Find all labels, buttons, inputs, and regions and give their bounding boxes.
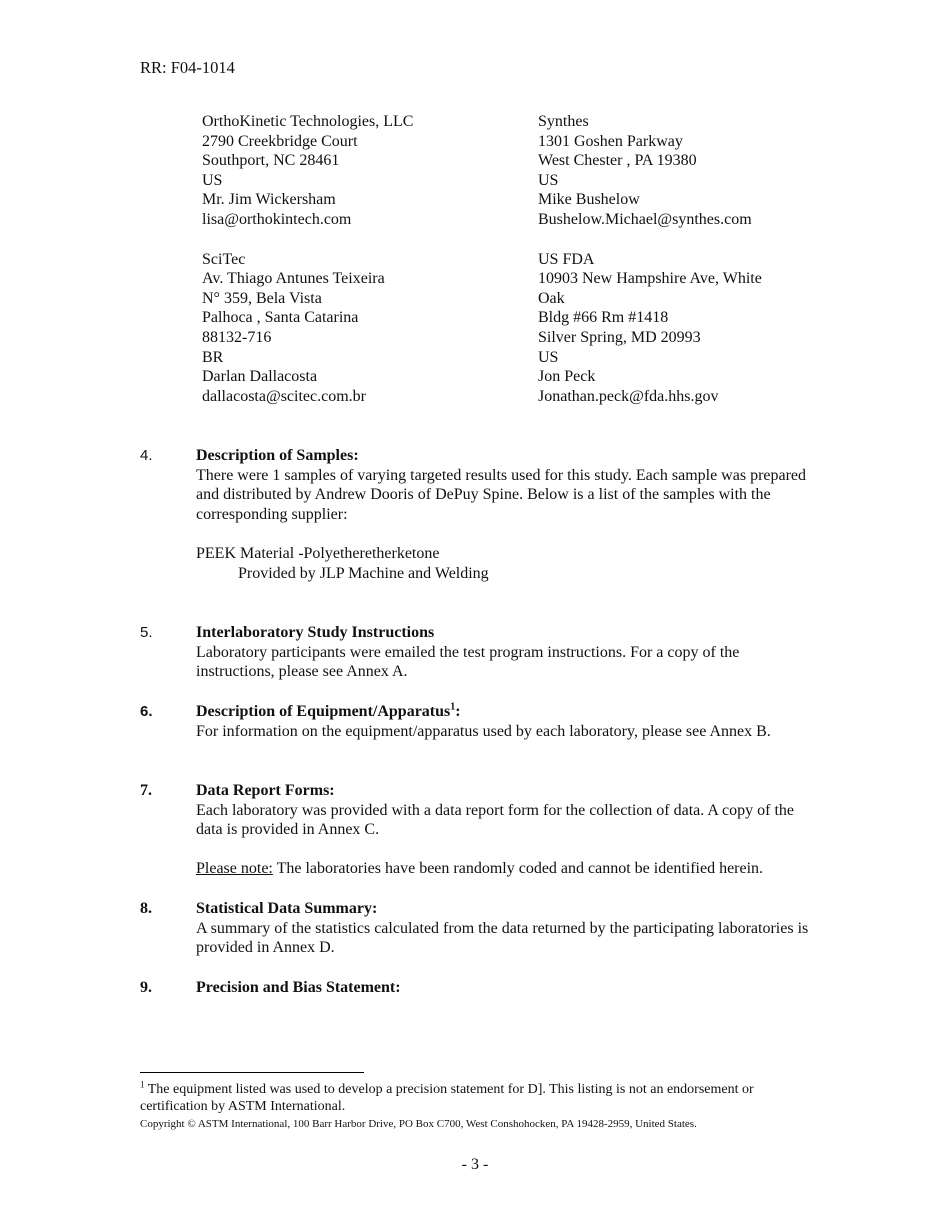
address-line: Jon Peck (538, 368, 596, 386)
address-row (202, 250, 842, 407)
section-body: Laboratory participants were emailed the test program instructions. For a copy of the instructions, please see Annex A. (196, 643, 740, 681)
please-note (196, 859, 810, 879)
address-line: OrthoKinetic Technologies, LLC (202, 113, 414, 130)
address-line: 1301 Goshen Parkway (538, 132, 683, 150)
sample-name: PEEK Material -Polyetheretherketone (196, 544, 440, 562)
address-email: Jonathan.peck@fda.hhs.gov (538, 387, 719, 405)
footnote-marker: 1 (140, 1079, 145, 1090)
address-us-fda (538, 250, 788, 407)
address-line: 10903 New Hampshire Ave, White Oak (538, 270, 762, 307)
address-email: dallacosta@scitec.com.br (202, 387, 366, 405)
section-data-report-forms (140, 781, 810, 879)
section-title-suffix: : (455, 703, 461, 720)
section-precision-bias (140, 978, 810, 998)
address-line: Synthes (538, 113, 589, 130)
address-line: 88132-716 (202, 328, 272, 346)
please-note-label: Please note: (196, 860, 273, 878)
section-number: 9. (140, 979, 152, 996)
section-title: Precision and Bias Statement: (196, 979, 401, 996)
section-title (196, 702, 461, 722)
address-line: Av. Thiago Antunes Teixeira (202, 270, 385, 288)
footnote-reference[interactable]: 1 (450, 701, 456, 713)
address-email: lisa@orthokintech.com (202, 210, 352, 228)
section-title: Interlaboratory Study Instructions (196, 624, 435, 641)
section-description-of-samples (140, 446, 810, 583)
address-line: US FDA (538, 250, 595, 268)
section-body: There were 1 samples of varying targeted results used for this study. Each sample was prepared and distributed by Andrew Dooris of DePuy Spine. Below is a list of the samples with the corresponding supplier: (196, 466, 807, 523)
section-equipment-apparatus (140, 702, 810, 741)
section-number: 5. (140, 624, 153, 641)
footnote (140, 1081, 820, 1115)
address-scitec (202, 250, 538, 407)
section-number: 6. (140, 703, 153, 720)
address-line: Southport, NC 28461 (202, 152, 340, 170)
section-title-text: Description of Equipment/Apparatus (196, 703, 451, 720)
address-line: US (202, 171, 223, 189)
address-line: Bldg #66 Rm #1418 (538, 309, 669, 327)
section-interlaboratory-instructions (140, 623, 810, 682)
address-line: West Chester , PA 19380 (538, 152, 697, 170)
address-line: US (538, 348, 559, 366)
section-number: 4. (140, 447, 153, 464)
address-line: N° 359, Bela Vista (202, 289, 322, 307)
address-line: Palhoca , Santa Catarina (202, 309, 359, 327)
address-orthokinetic (202, 112, 538, 230)
section-title: Description of Samples: (196, 447, 359, 464)
section-number: 7. (140, 782, 152, 799)
address-line: 2790 Creekbridge Court (202, 132, 358, 150)
address-line: Mike Bushelow (538, 191, 640, 209)
page-number: - 3 - (461, 1156, 489, 1173)
address-line: BR (202, 348, 224, 366)
address-line: Darlan Dallacosta (202, 368, 318, 386)
section-body: Each laboratory was provided with a data report form for the collection of data. A copy of the data is provided in Annex C. (196, 801, 795, 839)
please-note-text: The laboratories have been randomly coded and cannot be identified herein. (272, 860, 764, 878)
sample-supplier: Provided by JLP Machine and Welding (238, 564, 489, 582)
address-synthes (538, 112, 788, 230)
address-line: US (538, 171, 559, 189)
address-line: SciTec (202, 250, 246, 268)
address-line: Silver Spring, MD 20993 (538, 328, 701, 346)
copyright-notice: Copyright © ASTM International, 100 Barr Harbor Drive, PO Box C700, West Conshohocken, PA 19428-2959, United States. (140, 1118, 697, 1130)
address-email: Bushelow.Michael@synthes.com (538, 210, 752, 228)
section-title: Data Report Forms: (196, 782, 335, 799)
footnote-text: The equipment listed was used to develop a precision statement for D]. This listing is not an endorsement or certification by ASTM International. (140, 1082, 754, 1114)
section-body: A summary of the statistics calculated from the data returned by the participating laboratories is provided in Annex D. (196, 919, 809, 957)
report-id-header: RR: F04-1014 (140, 58, 235, 77)
section-number: 8. (140, 900, 152, 917)
participant-addresses (202, 112, 842, 426)
section-title: Statistical Data Summary: (196, 900, 378, 917)
address-line: Mr. Jim Wickersham (202, 191, 336, 209)
section-statistical-data-summary (140, 899, 810, 958)
footnote-divider (140, 1072, 364, 1073)
address-row (202, 112, 842, 230)
section-body: For information on the equipment/apparatus used by each laboratory, please see Annex B. (196, 722, 771, 740)
